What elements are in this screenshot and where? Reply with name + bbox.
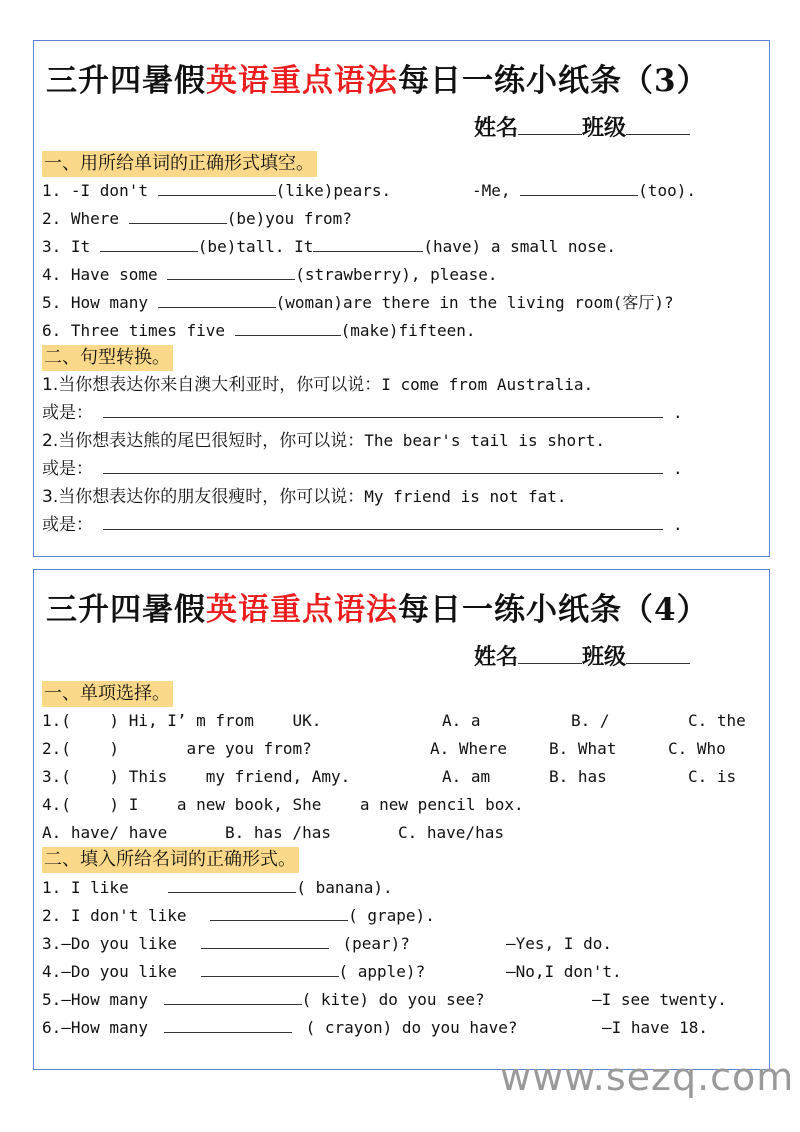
transform-2-answer [42, 458, 683, 480]
question-2 [42, 208, 352, 230]
question-text: (like)pears. [275, 181, 392, 200]
question-text: (make)fifteen. [340, 321, 476, 340]
class-label: 班级 [582, 644, 627, 670]
mc-question-3 [42, 766, 350, 788]
question-text: 3. It [42, 237, 100, 256]
question-text: (strawberry), please. [295, 265, 498, 284]
sentence-text: The bear's tail is short. [364, 431, 606, 450]
question-text: 3.—Do you like [42, 934, 187, 953]
option-b[interactable]: B. / [571, 711, 610, 730]
question-text: ( grape). [348, 906, 435, 925]
answer-blank[interactable] [235, 321, 341, 336]
response-text: —I see twenty. [592, 990, 727, 1009]
question-3 [42, 236, 616, 258]
transform-3 [42, 486, 567, 508]
question-text: ( apple)? [338, 962, 426, 981]
worksheet-title [46, 55, 709, 100]
question-text: ( crayon) do you have? [305, 1018, 518, 1037]
prompt-text: 3.当你想表达你的朋友很瘦时，你可以说： [42, 487, 365, 507]
name-label: 姓名 [474, 115, 519, 141]
or-label: 或是： [42, 403, 93, 423]
option-c[interactable]: C. Who [668, 739, 726, 758]
question-text: 6.—How many [42, 1018, 158, 1037]
prompt-text: 2.当你想表达熊的尾巴很短时，你可以说： [42, 431, 365, 451]
response-text: —No,I don't. [506, 962, 622, 981]
option-b[interactable]: B. What [549, 739, 617, 758]
question-text: (pear)? [342, 934, 410, 953]
option-c[interactable]: C. is [688, 767, 737, 786]
mc-question-4 [42, 794, 524, 816]
question-1 [42, 180, 391, 202]
name-class-row [474, 640, 690, 671]
question-text: (woman)are there in the living room(客厅)? [275, 293, 674, 312]
class-blank[interactable] [626, 645, 690, 664]
fill-question-1 [42, 877, 393, 899]
answer-blank[interactable] [103, 459, 663, 474]
question-text: 1.( ) Hi, I’ m from UK. [42, 711, 322, 730]
transform-3-answer [42, 514, 683, 536]
question-text: (too). [638, 181, 696, 200]
fill-question-5 [42, 989, 485, 1011]
transform-1 [42, 374, 593, 396]
fill-question-2 [42, 905, 435, 927]
class-blank[interactable] [626, 116, 690, 135]
answer-blank[interactable] [168, 878, 296, 893]
response-text: —I have 18. [602, 1018, 708, 1037]
class-label: 班级 [582, 115, 627, 141]
or-label: 或是： [42, 515, 93, 535]
answer-blank[interactable] [103, 403, 663, 418]
transform-2 [42, 430, 605, 452]
fill-question-4 [42, 961, 425, 983]
question-text: 4.( ) I a new book, She a new pencil box. [42, 795, 524, 814]
title-highlight: 英语重点语法 [206, 592, 398, 628]
question-text: 2. I don't like [42, 906, 197, 925]
fill-question-6 [42, 1017, 518, 1039]
question-1-response [472, 180, 696, 202]
question-text: 2.( ) are you from? [42, 739, 312, 758]
question-text: 6. Three times five [42, 321, 235, 340]
question-text: 4. Have some [42, 265, 168, 284]
sentence-text: My friend is not fat. [364, 487, 567, 506]
option-c[interactable]: C. have/has [398, 823, 504, 842]
answer-blank[interactable] [167, 265, 295, 280]
question-text: 1. -I don't [42, 181, 158, 200]
mc-question-1 [42, 710, 321, 732]
question-5 [42, 292, 674, 314]
question-text: 5.—How many [42, 990, 158, 1009]
period: . [673, 459, 683, 478]
prompt-text: 1.当你想表达你来自澳大利亚时，你可以说： [42, 375, 382, 395]
answer-blank[interactable] [210, 906, 348, 921]
option-a[interactable]: A. Where [430, 739, 508, 758]
answer-blank[interactable] [201, 962, 339, 977]
mc-question-2 [42, 738, 312, 760]
answer-blank[interactable] [201, 934, 329, 949]
title-highlight: 英语重点语法 [206, 63, 398, 99]
worksheet-card-4 [33, 569, 770, 1070]
title-prefix: 三升四暑假 [46, 63, 206, 99]
option-a[interactable]: A. a [442, 711, 481, 730]
watermark-text: www.sezq.com [500, 1055, 795, 1099]
question-text: ( kite) do you see? [301, 990, 485, 1009]
question-text: 1. I like [42, 878, 139, 897]
sentence-text: I come from Australia. [381, 375, 594, 394]
question-text: (have) a small nose. [423, 237, 617, 256]
name-label: 姓名 [474, 644, 519, 670]
title-prefix: 三升四暑假 [46, 592, 206, 628]
question-text: -Me, [472, 181, 521, 200]
response-text: —Yes, I do. [506, 934, 612, 953]
answer-blank[interactable] [313, 237, 423, 252]
section-heading: 二、填入所给名词的正确形式。 [42, 847, 299, 873]
question-text: (be)tall. It [197, 237, 314, 256]
question-text: 5. How many [42, 293, 158, 312]
question-text: ( banana). [296, 878, 393, 897]
option-c[interactable]: C. the [688, 711, 746, 730]
option-a[interactable]: A. am [442, 767, 491, 786]
question-text: 2. Where [42, 209, 129, 228]
answer-blank[interactable] [100, 237, 198, 252]
answer-blank[interactable] [158, 293, 276, 308]
worksheet-card-3 [33, 40, 770, 557]
option-b[interactable]: B. has [549, 767, 607, 786]
title-suffix: 每日一练小纸条（4） [398, 592, 709, 628]
question-text: 4.—Do you like [42, 962, 187, 981]
answer-blank[interactable] [520, 181, 638, 196]
option-b[interactable]: B. has /has [225, 823, 331, 842]
name-blank[interactable] [518, 116, 582, 135]
section-heading: 一、用所给单词的正确形式填空。 [42, 151, 317, 177]
transform-1-answer [42, 402, 683, 424]
or-label: 或是： [42, 459, 93, 479]
answer-blank[interactable] [129, 209, 227, 224]
option-a[interactable]: A. have/ have [42, 823, 168, 842]
period: . [673, 515, 683, 534]
answer-blank[interactable] [158, 181, 276, 196]
title-suffix: 每日一练小纸条（3） [398, 63, 709, 99]
name-blank[interactable] [518, 645, 582, 664]
answer-blank[interactable] [164, 990, 302, 1005]
question-6 [42, 320, 476, 342]
section-heading: 一、单项选择。 [42, 681, 173, 707]
question-text: (be)you from? [226, 209, 352, 228]
section-heading: 二、句型转换。 [42, 345, 173, 371]
worksheet-title [46, 584, 709, 629]
question-text: 3.( ) This my friend, Amy. [42, 767, 351, 786]
answer-blank[interactable] [164, 1018, 292, 1033]
period: . [673, 403, 683, 422]
fill-question-3 [42, 933, 410, 955]
answer-blank[interactable] [103, 515, 663, 530]
question-4 [42, 264, 498, 286]
name-class-row [474, 111, 690, 142]
